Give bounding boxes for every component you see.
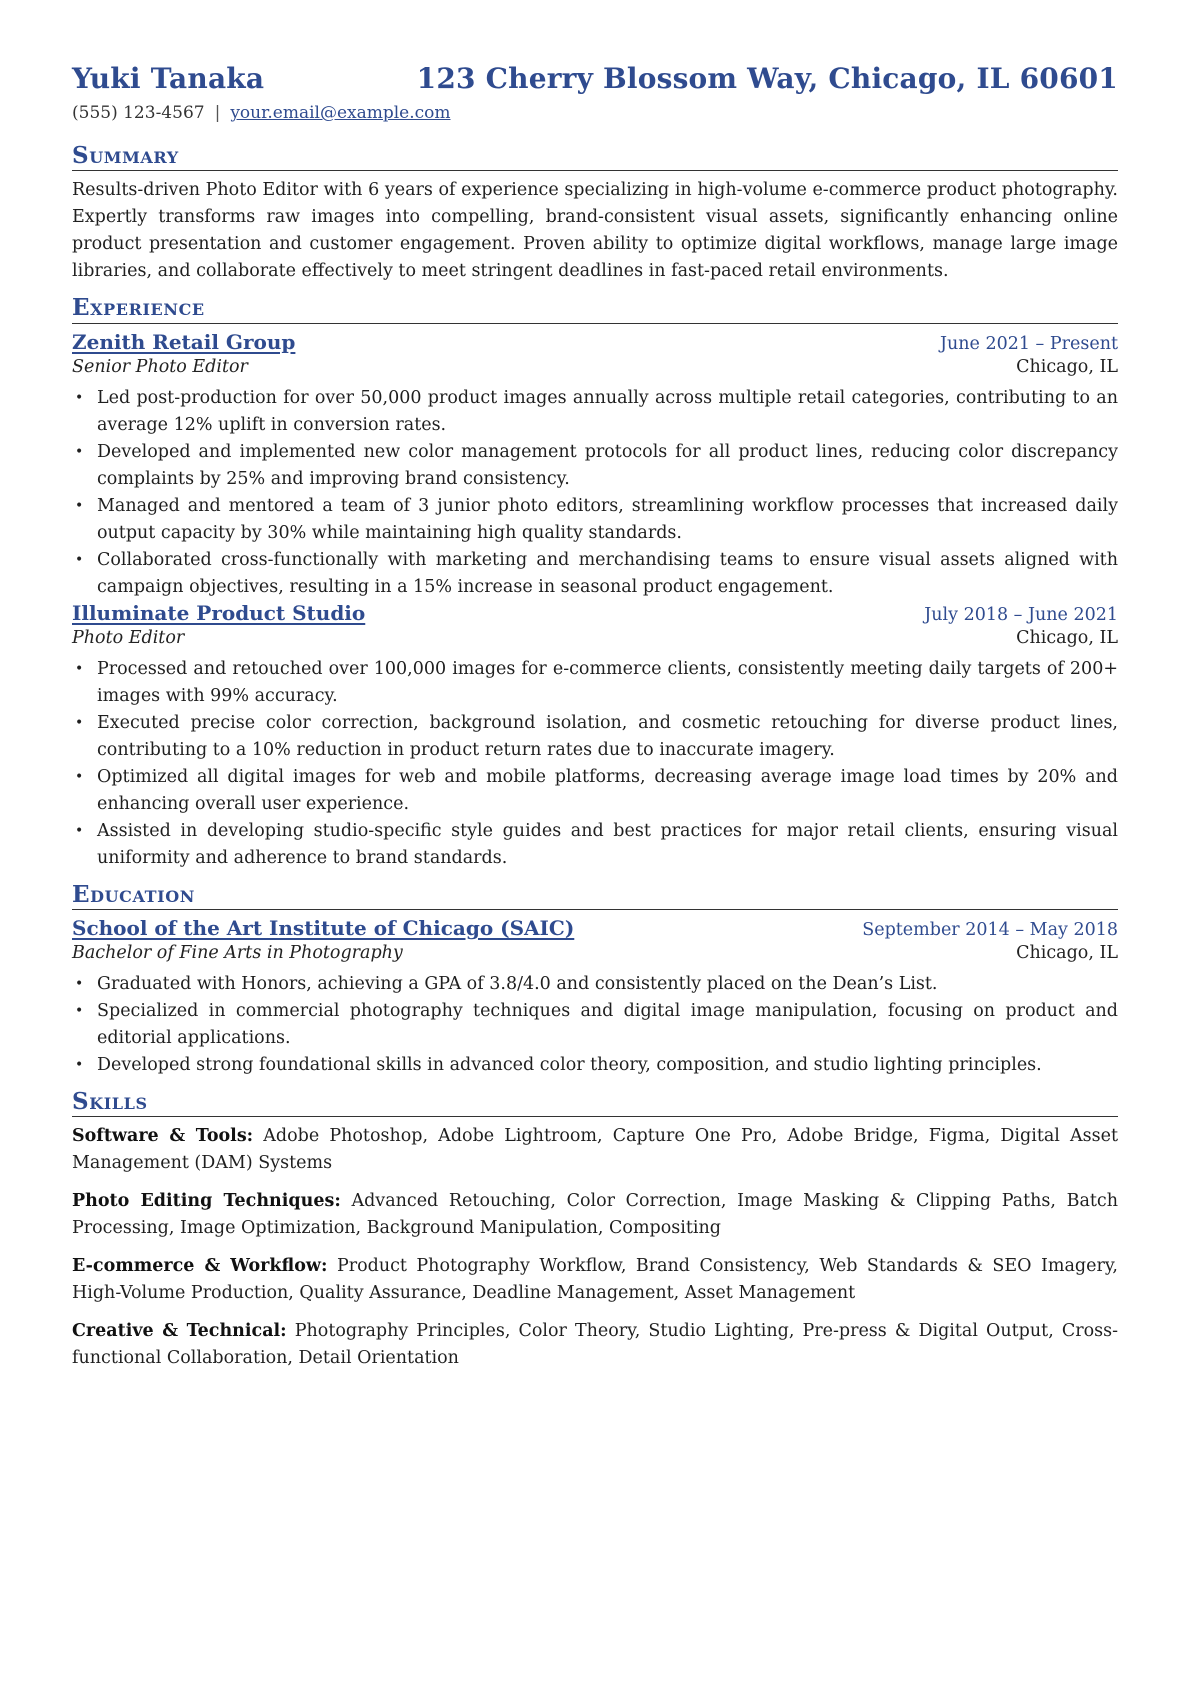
education-bullets: [72, 971, 1118, 1079]
education-header-row: [72, 916, 1118, 940]
section-title-experience: Experience: [72, 295, 1118, 323]
job-dates: June 2021 – Present: [939, 333, 1118, 354]
bullet-item: • Led post-production for over 50,000 product images annually across multiple retail categories, contributing to an average 12% uplift in conversion rates.: [97, 385, 1118, 439]
skill-value: Advanced Retouching, Color Correction, Image Masking & Clipping Paths, Batch Processing, Image Optimization, Background Manipulation, Compositing: [72, 1191, 1118, 1239]
candidate-name: Yuki Tanaka: [72, 62, 265, 95]
skill-row: [72, 1188, 1118, 1242]
section-title-education: Education: [72, 882, 1118, 910]
job-subheader-row: [72, 357, 1118, 377]
skill-value: Photography Principles, Color Theory, Studio Lighting, Pre-press & Digital Output, Cross-functional Collaboration, Detail Orientation: [72, 1321, 1118, 1369]
skill-label: Photo Editing Techniques:: [72, 1191, 341, 1212]
education-subheader-row: [72, 943, 1118, 963]
phone-number: (555) 123-4567: [72, 103, 205, 123]
candidate-address: 123 Cherry Blossom Way, Chicago, IL 60601: [416, 62, 1118, 95]
education-section: [72, 882, 1118, 1079]
job-location: Chicago, IL: [1016, 627, 1118, 648]
skills-section: [72, 1089, 1118, 1372]
school-link[interactable]: School of the Art Institute of Chicago (SAIC): [72, 915, 575, 940]
skill-row: [72, 1253, 1118, 1307]
job-company-link[interactable]: Illuminate Product Studio: [72, 600, 366, 625]
education-entry: [72, 916, 1118, 1079]
section-title-skills: Skills: [72, 1089, 1118, 1117]
skill-value: Product Photography Workflow, Brand Consistency, Web Standards & SEO Imagery, High-Volume Production, Quality Assurance, Deadline Management, Asset Management: [72, 1256, 1118, 1304]
skill-label: E-commerce & Workflow:: [72, 1256, 328, 1277]
job-location: Chicago, IL: [1016, 356, 1118, 377]
experience-section: [72, 295, 1118, 871]
bullet-item: • Executed precise color correction, background isolation, and cosmetic retouching for diverse product lines, contributing to a 10% reduction in product return rates due to inaccurate imagery.: [97, 710, 1118, 764]
job-company-link[interactable]: Zenith Retail Group: [72, 329, 296, 354]
resume-header: [72, 62, 1118, 95]
bullet-item: • Graduated with Honors, achieving a GPA of 3.8/4.0 and consistently placed on the Dean’s List.: [97, 971, 1118, 998]
contact-line: [72, 103, 1118, 123]
bullet-item: • Managed and mentored a team of 3 junior photo editors, streamlining workflow processes that increased daily output capacity by 30% while maintaining high quality standards.: [97, 493, 1118, 547]
job-title: Photo Editor: [72, 627, 185, 648]
bullet-item: • Assisted in developing studio-specific style guides and best practices for major retail clients, ensuring visual uniformity and adherence to brand standards.: [97, 818, 1118, 872]
bullet-item: • Optimized all digital images for web and mobile platforms, decreasing average image load times by 20% and enhancing overall user experience.: [97, 764, 1118, 818]
contact-separator: |: [214, 103, 221, 123]
summary-text: Results-driven Photo Editor with 6 years of experience specializing in high-volume e-commerce product photography. Expertly transforms raw images into compelling, brand-consistent visual assets, significantly enhancing online product presentation and customer engagement. Proven ability to optimize digital workflows, manage large image libraries, and collaborate effectively to meet stringent deadlines in fast-paced retail environments.: [72, 180, 1118, 282]
bullet-item: • Processed and retouched over 100,000 images for e-commerce clients, consistently meeting daily targets of 200+ images with 99% accuracy.: [97, 656, 1118, 710]
skill-label: Software & Tools:: [72, 1126, 254, 1147]
job-title: Senior Photo Editor: [72, 356, 248, 377]
bullet-item: • Specialized in commercial photography techniques and digital image manipulation, focusing on product and editorial applications.: [97, 998, 1118, 1052]
skill-row: [72, 1123, 1118, 1177]
bullet-item: • Collaborated cross-functionally with marketing and merchandising teams to ensure visual assets aligned with campaign objectives, resulting in a 15% increase in seasonal product engagement.: [97, 547, 1118, 601]
email-link[interactable]: your.email@example.com: [230, 103, 451, 123]
job-entry: [72, 330, 1118, 601]
job-header-row: [72, 330, 1118, 354]
bullet-item: • Developed and implemented new color management protocols for all product lines, reducing color discrepancy complaints by 25% and improving brand consistency.: [97, 439, 1118, 493]
skill-row: [72, 1318, 1118, 1372]
job-bullets: [72, 656, 1118, 872]
job-subheader-row: [72, 628, 1118, 648]
job-entry: [72, 601, 1118, 872]
summary-section: [72, 143, 1118, 285]
education-location: Chicago, IL: [1016, 942, 1118, 963]
degree: Bachelor of Fine Arts in Photography: [72, 942, 403, 963]
job-dates: July 2018 – June 2021: [924, 604, 1118, 625]
job-bullets: [72, 385, 1118, 601]
bullet-item: • Developed strong foundational skills in advanced color theory, composition, and studio lighting principles.: [97, 1052, 1118, 1079]
skill-value: Adobe Photoshop, Adobe Lightroom, Capture One Pro, Adobe Bridge, Figma, Digital Asset Management (DAM) Systems: [72, 1126, 1119, 1174]
job-header-row: [72, 601, 1118, 625]
education-dates: September 2014 – May 2018: [862, 919, 1118, 940]
section-title-summary: Summary: [72, 143, 1118, 171]
skill-label: Creative & Technical:: [72, 1321, 287, 1342]
